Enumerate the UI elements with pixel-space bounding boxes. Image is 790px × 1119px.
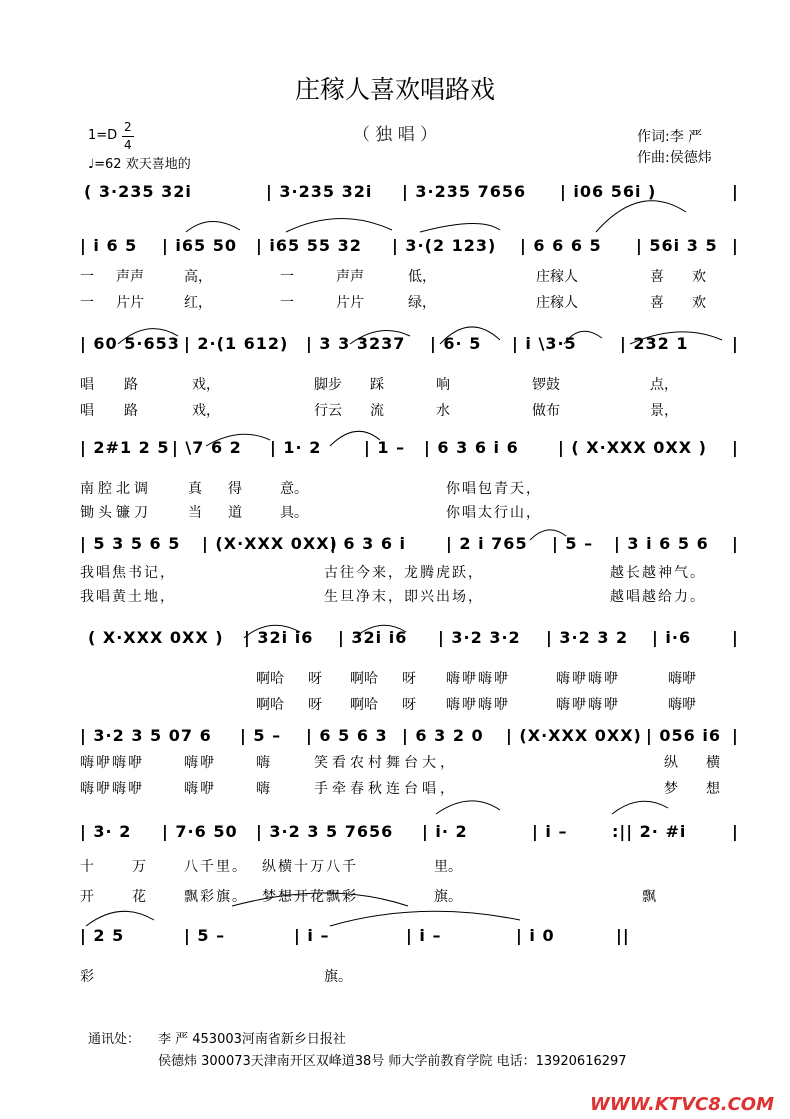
measure-cell: | 6 6 6 5 (520, 236, 602, 255)
composer-credit: 作曲:侯德炜 (637, 150, 712, 166)
lyric-word: 嗨咿 (184, 781, 216, 797)
lyric-word: 啊哈 (256, 671, 284, 687)
measure-cell: | 5 – (240, 726, 282, 745)
lyric-word: 喜 (650, 295, 664, 311)
time-signature-top: 2 (124, 120, 132, 134)
lyric-word: 庄稼人 (536, 295, 578, 311)
slur-arc (232, 893, 408, 906)
slur-arc (330, 911, 520, 926)
lyric-word: 一 (80, 269, 94, 285)
lyric-word: 路 (124, 377, 138, 393)
lyric-word: 水 (436, 403, 450, 419)
lyric-word: 戏， (192, 377, 220, 393)
lyric-word: 万 (132, 859, 146, 875)
lyric-word: 飘 (642, 889, 656, 905)
lyric-word: 飘彩旗。 (184, 889, 248, 905)
lyric-word: 嗨咿嗨咿 (556, 697, 620, 713)
lyric-word: 旗。 (434, 889, 462, 905)
lyric-word: 纵横十万八千 (262, 859, 358, 875)
measure-cell: | ( X·XXX 0XX ) (558, 438, 707, 457)
measure-cell: | \7 6 2 (172, 438, 242, 457)
key-signature: 1=D (88, 128, 118, 143)
lyric-word: 啊哈 (256, 697, 284, 713)
lyric-word: 嗨咿 (184, 755, 216, 771)
measure-cell: | 7·6 50 (162, 822, 238, 841)
measure-cell: | 3·2 3 5 07 6 (80, 726, 212, 745)
lyric-word: 流 (370, 403, 384, 419)
measure-cell: | (732, 628, 739, 647)
footer-address-1: 李 严 453003河南省新乡日报社 (158, 1032, 346, 1047)
measure-cell: | 32i i6 (338, 628, 408, 647)
slur-arc (530, 530, 566, 540)
lyric-word: 声声 (116, 269, 144, 285)
lyric-word: 十 (80, 859, 94, 875)
measure-cell: | 3 3 3237 (306, 334, 406, 353)
lyric-word: 低， (408, 269, 436, 285)
lyric-word: 脚步 (314, 377, 342, 393)
measure-cell: | 6· 5 (430, 334, 482, 353)
lyric-word: 景， (650, 403, 678, 419)
lyric-word: 红， (184, 295, 212, 311)
slur-arc (596, 201, 686, 232)
measure-cell: | i 6 5 (80, 236, 138, 255)
lyric-word: 嗨咿嗨咿 (80, 755, 144, 771)
footer-label: 通讯处： (88, 1032, 141, 1047)
lyric-word: 我唱黄土地， (80, 589, 176, 605)
lyric-word: 意。 (280, 481, 308, 497)
measure-cell: | 1· 2 (270, 438, 322, 457)
lyric-word: 越长越神气。 (610, 565, 706, 581)
lyric-word: 手牵春秋连台唱， (314, 781, 458, 797)
measure-cell: | 2#1 2 5 (80, 438, 170, 457)
slur-arc (612, 801, 668, 814)
slur-arc (354, 625, 406, 638)
lyric-word: 唱 (80, 403, 94, 419)
measure-cell: | i65 50 (162, 236, 237, 255)
measure-cell: | 60 5·653 (80, 334, 180, 353)
lyric-word: 点， (650, 377, 678, 393)
measure-cell: | 1 – (364, 438, 406, 457)
lyric-word: 越唱越给力。 (610, 589, 706, 605)
measure-cell: | 3·2 3 5 7656 (256, 822, 394, 841)
lyric-word: 笑看农村舞台大， (314, 755, 458, 771)
lyric-word: 响 (436, 377, 450, 393)
measure-cell: | 6 3 6 i 6 (424, 438, 519, 457)
measure-cell: | i 0 (516, 926, 555, 945)
lyric-word: 片片 (336, 295, 364, 311)
lyric-word: 真 (188, 481, 202, 497)
lyric-word: 欢 (692, 295, 706, 311)
lyric-word: 纵 (664, 755, 678, 771)
measure-cell: | (732, 822, 739, 841)
lyric-word: 绿， (408, 295, 436, 311)
lyric-word: 嗨咿嗨咿 (446, 697, 510, 713)
lyric-word: 喜 (650, 269, 664, 285)
lyric-word: 锄头镰刀 (80, 505, 152, 521)
time-signature-bottom: 4 (124, 138, 132, 152)
measure-cell: | (732, 334, 739, 353)
measure-cell: | 3·2 3 2 (546, 628, 629, 647)
measure-cell: | (732, 438, 739, 457)
lyric-word: 想 (706, 781, 720, 797)
measure-cell: | 2 5 (80, 926, 125, 945)
lyric-word: 一 (280, 295, 294, 311)
lyric-word: 呀 (402, 697, 416, 713)
lyric-word: 呀 (402, 671, 416, 687)
measure-cell: | i – (532, 822, 568, 841)
slur-arc (630, 332, 722, 344)
lyric-word: 南腔北调 (80, 481, 152, 497)
lyric-word: 片片 (116, 295, 144, 311)
slur-arc (436, 801, 500, 814)
measure-cell: | 2·(1 612) (184, 334, 289, 353)
lyric-word: 生旦净末，即兴出场， (324, 589, 484, 605)
measure-cell: | i \3·5 (512, 334, 577, 353)
lyric-word: 声声 (336, 269, 364, 285)
lyric-word: 啊哈 (350, 671, 378, 687)
measure-cell: | 3·235 32i (266, 182, 373, 201)
footer-address-2: 侯德炜 300073天津南开区双峰道38号 师大学前教育学院 电话：13920616297 (158, 1054, 627, 1069)
lyric-word: 嗨咿嗨咿 (80, 781, 144, 797)
lyric-word: 做布 (532, 403, 560, 419)
measure-cell: | 5 3 5 6 5 (80, 534, 181, 553)
lyric-word: 具。 (280, 505, 308, 521)
measure-cell: | (732, 236, 739, 255)
measure-cell: | i· 2 (422, 822, 468, 841)
measure-cell: ( X·XXX 0XX ) (88, 628, 224, 647)
measure-cell: | (X·XXX 0XX) (202, 534, 338, 553)
lyric-word: 当 (188, 505, 202, 521)
lyric-word: 梦想开花飘彩 (262, 889, 358, 905)
lyric-word: 欢 (692, 269, 706, 285)
slur-arc (350, 331, 410, 344)
measure-cell: | 3· 2 (80, 822, 132, 841)
lyric-word: 道 (228, 505, 242, 521)
lyric-word: 你唱包青天， (446, 481, 542, 497)
lyric-word: 庄稼人 (536, 269, 578, 285)
measure-cell: | 2 i 765 (446, 534, 528, 553)
measure-cell: | 6 3 6 i (330, 534, 407, 553)
lyric-word: 嗨 (256, 755, 270, 771)
lyric-word: 嗨咿 (668, 697, 696, 713)
measure-cell: :|| 2· #i (612, 822, 687, 841)
lyric-word: 你唱太行山， (446, 505, 542, 521)
measure-cell: | 5 – (184, 926, 226, 945)
slur-arc (186, 221, 240, 232)
site-watermark: WWW.KTVC8.COM (590, 1094, 774, 1115)
lyric-word: 一 (280, 269, 294, 285)
lyric-word: 呀 (308, 671, 322, 687)
slur-arc (564, 331, 602, 344)
measure-cell: | (732, 182, 739, 201)
lyric-word: 呀 (308, 697, 322, 713)
lyric-word: 戏， (192, 403, 220, 419)
lyric-word: 高， (184, 269, 212, 285)
lyric-word: 嗨 (256, 781, 270, 797)
lyric-word: 里。 (434, 859, 462, 875)
lyric-word: 踩 (370, 377, 384, 393)
measure-cell: | (732, 726, 739, 745)
lyric-word: 得 (228, 481, 242, 497)
slur-arc (244, 625, 300, 638)
measure-cell: | 6 5 6 3 (306, 726, 388, 745)
tempo-marking: ♩=62 欢天喜地的 (88, 157, 191, 172)
lyric-word: 路 (124, 403, 138, 419)
song-subtitle: （ 独 唱 ） (352, 125, 438, 145)
lyric-word: 啊哈 (350, 697, 378, 713)
measure-cell: | 3·(2 123) (392, 236, 497, 255)
lyric-word: 彩 (80, 969, 94, 985)
lyric-word: 嗨咿嗨咿 (556, 671, 620, 687)
lyric-word: 八千里。 (184, 859, 248, 875)
measure-cell: | i – (294, 926, 330, 945)
measure-cell: | 3·235 7656 (402, 182, 527, 201)
measure-cell: | (732, 534, 739, 553)
measure-cell: | 56i 3 5 (636, 236, 718, 255)
lyric-word: 古往今来，龙腾虎跃， (324, 565, 484, 581)
lyric-word: 花 (132, 889, 146, 905)
slur-arc (118, 329, 178, 344)
measure-cell: | (X·XXX 0XX) (506, 726, 642, 745)
slur-arc (420, 223, 500, 232)
measure-cell: ( 3·235 32i (84, 182, 192, 201)
measure-cell: | i – (406, 926, 442, 945)
lyric-word: 锣鼓 (532, 377, 560, 393)
measure-cell: | 056 i6 (646, 726, 721, 745)
slur-arc (330, 431, 380, 446)
slur-arc (86, 911, 154, 926)
slur-arc (286, 218, 392, 232)
measure-cell: | i65 55 32 (256, 236, 362, 255)
lyricist-credit: 作词:李 严 (637, 129, 703, 145)
lyric-word: 开 (80, 889, 94, 905)
slur-arc (206, 434, 270, 446)
measure-cell: | 232 1 (620, 334, 689, 353)
lyric-word: 唱 (80, 377, 94, 393)
lyric-word: 一 (80, 295, 94, 311)
lyric-word: 旗。 (324, 969, 352, 985)
measure-cell: || (616, 926, 630, 945)
lyric-word: 我唱焦书记， (80, 565, 176, 581)
lyric-word: 横 (706, 755, 720, 771)
lyric-word: 行云 (314, 403, 342, 419)
measure-cell: | i06 56i ) (560, 182, 657, 201)
measure-cell: | 5 – (552, 534, 594, 553)
measure-cell: | 3 i 6 5 6 (614, 534, 709, 553)
lyric-word: 嗨咿 (668, 671, 696, 687)
measure-cell: | i·6 (652, 628, 692, 647)
lyric-word: 梦 (664, 781, 678, 797)
measure-cell: | 6 3 2 0 (402, 726, 484, 745)
lyric-word: 嗨咿嗨咿 (446, 671, 510, 687)
song-title: 庄稼人喜欢唱路戏 (294, 75, 495, 104)
slur-arc (440, 327, 500, 344)
measure-cell: | 32i i6 (244, 628, 314, 647)
measure-cell: | 3·2 3·2 (438, 628, 521, 647)
